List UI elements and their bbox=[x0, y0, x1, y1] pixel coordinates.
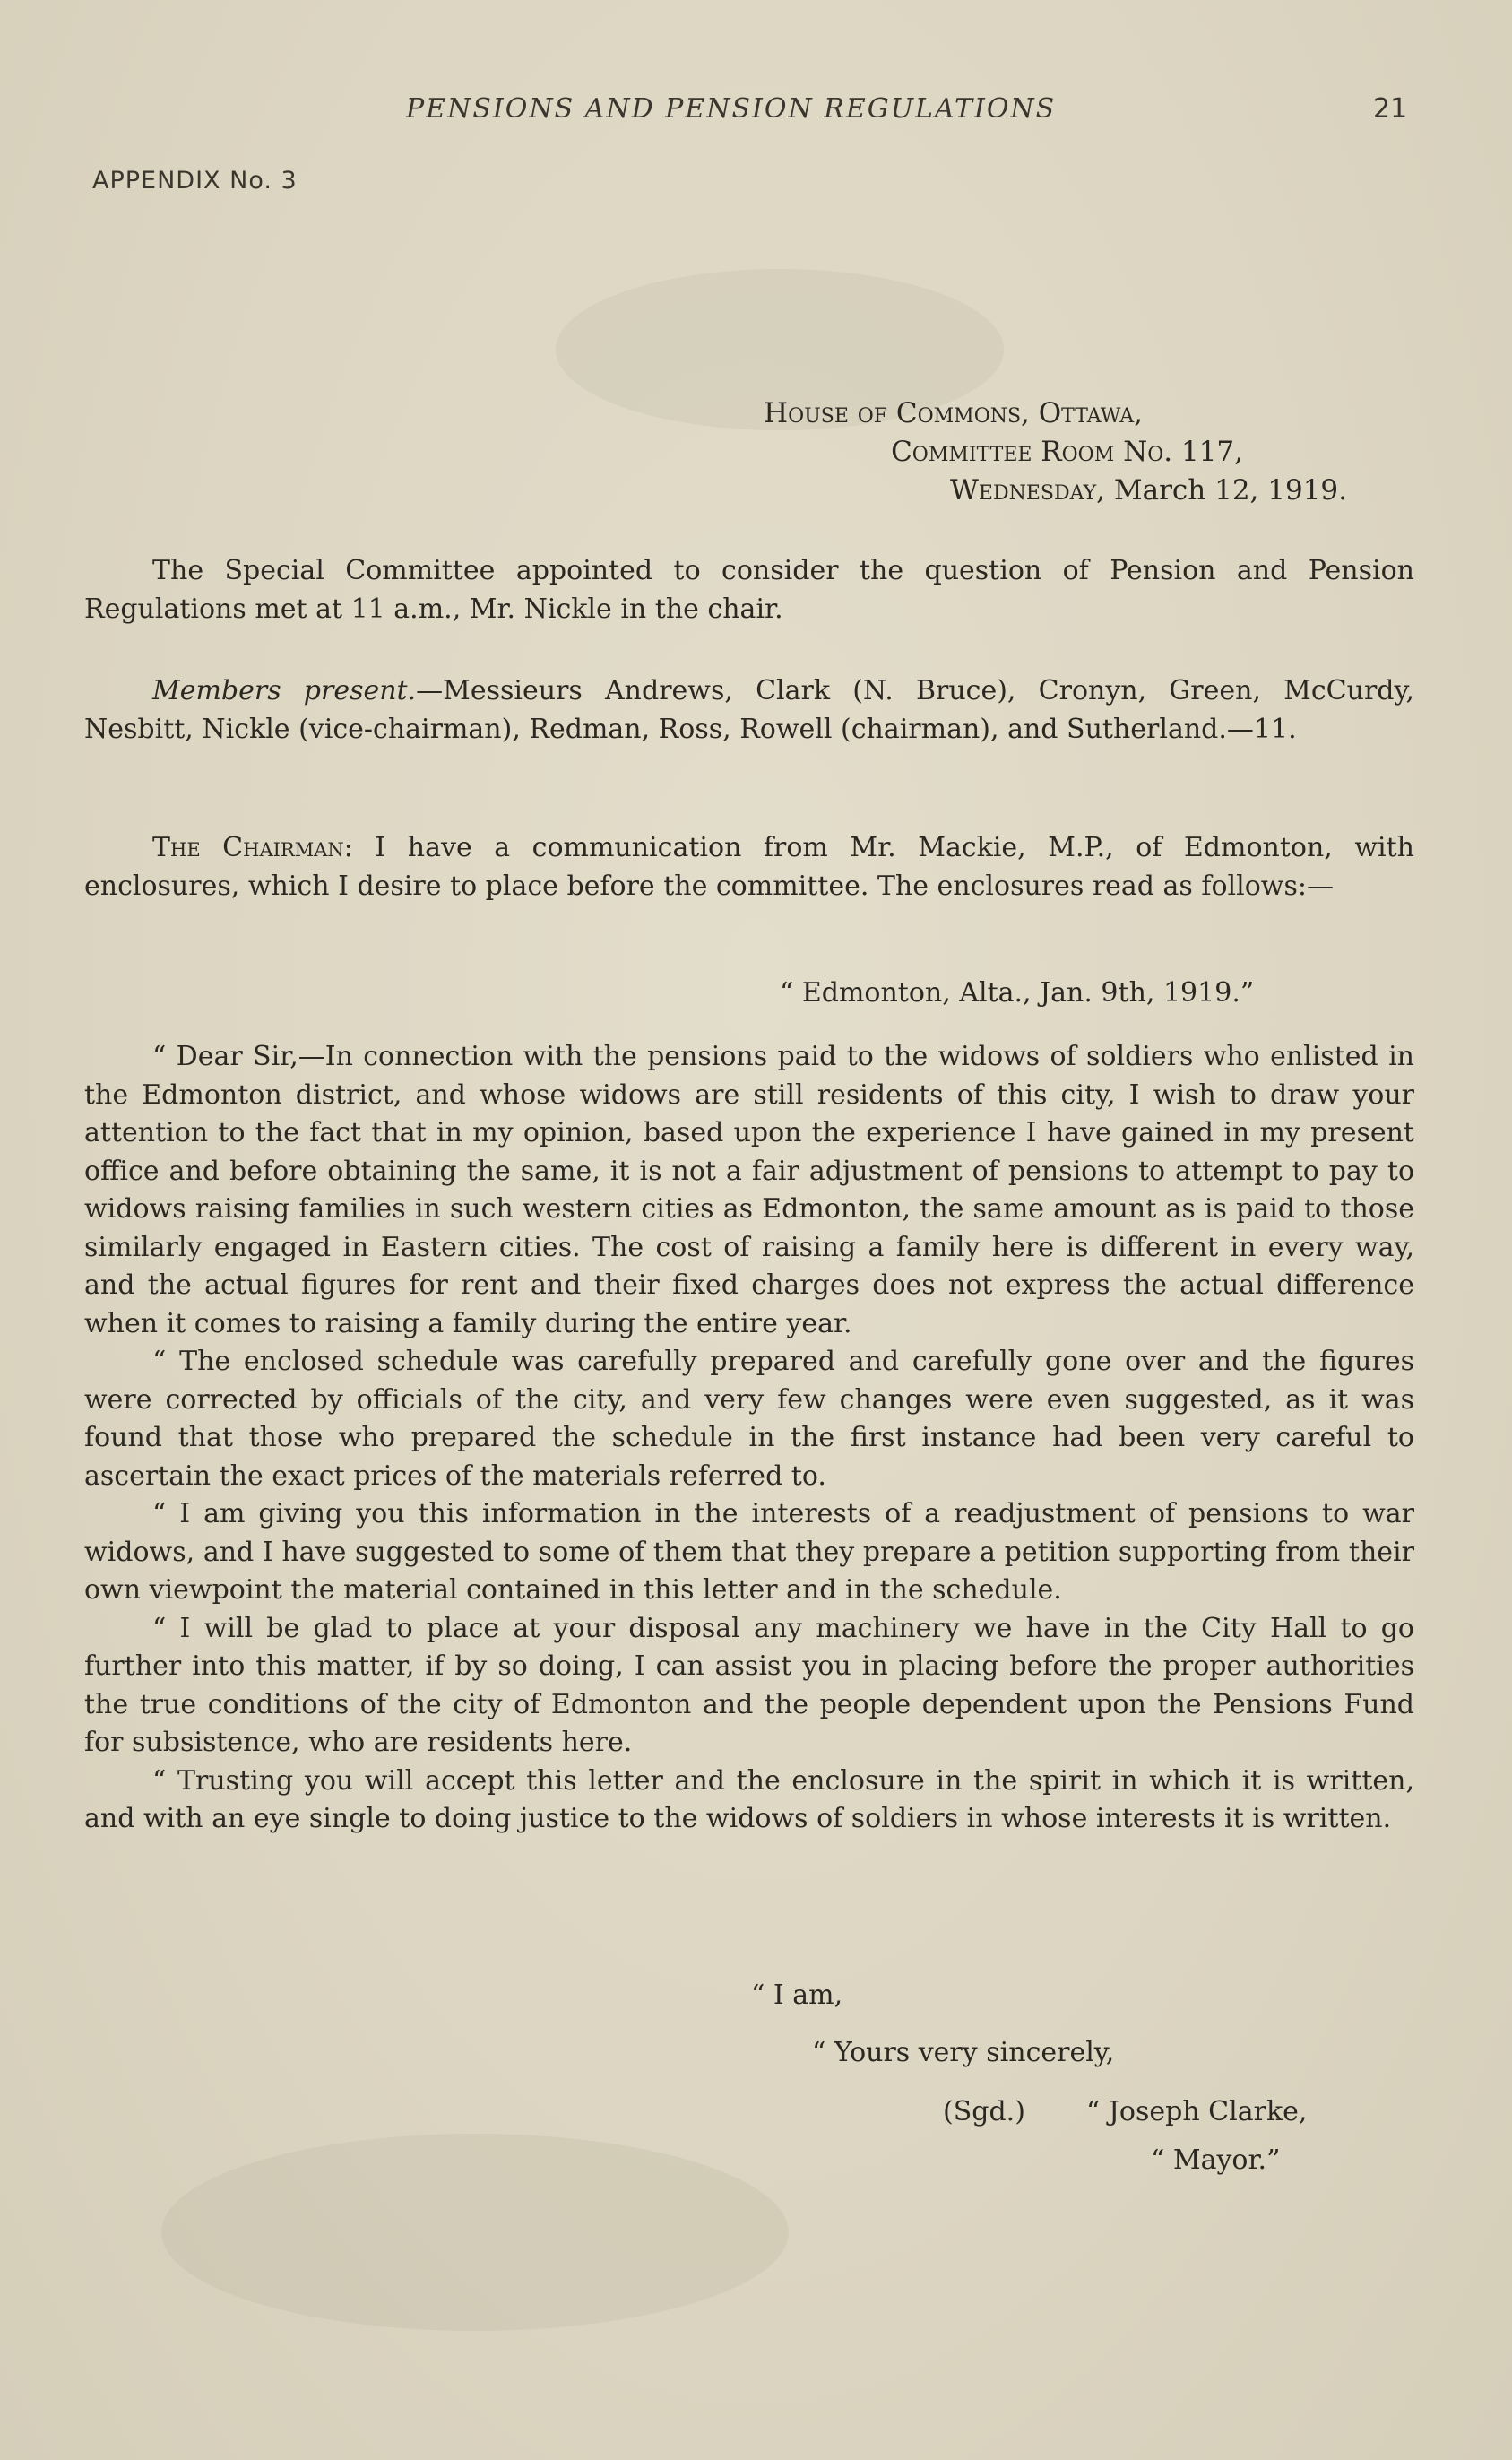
letter-paragraph: “ I will be glad to place at your disposal any machinery we have in the City Hall to go further into this matter, if by so doing, I can assist you in placing before the proper authorities the true conditions of the city of Edmonton and the people dependent upon the Pensions Fund for subsistence, who are residents here. bbox=[84, 1612, 1414, 1758]
intro-paragraph bbox=[84, 552, 1414, 628]
members-label: Members present. bbox=[152, 675, 417, 706]
chairman-statement: : I have a communication from Mr. Mackie, M.P., of Edmonton, with enclosures, which I desire to place before the committee. The enclosures read as follows:— bbox=[84, 832, 1414, 902]
chairman-paragraph bbox=[84, 829, 1414, 905]
address-date: March 12, 1919. bbox=[1113, 474, 1347, 507]
signer-title: “ Mayor.” bbox=[1151, 2144, 1281, 2176]
members-list: —Messieurs Andrews, Clark (N. Bruce), Cronyn, Green, McCurdy, Nesbitt, Nickle (vice-chairman), Redman, Ross, Rowell (chairman), and Sutherland.—11. bbox=[84, 675, 1414, 745]
letter-paragraph: “ I am giving you this information in the interests of a readjustment of pensions to war widows, and I have suggested to some of them that they prepare a petition supporting from their own viewpoint the material contained in this letter and in the schedule. bbox=[84, 1498, 1414, 1606]
letter-body bbox=[84, 1038, 1414, 1839]
letter-paragraph: “ The enclosed schedule was carefully prepared and carefully gone over and the figures were corrected by officials of the city, and very few changes were even suggested, as it was found that those who prepared the schedule in the first instance had been very careful to ascertain the exact prices of the materials referred to. bbox=[84, 1346, 1414, 1492]
members-text bbox=[84, 672, 1414, 749]
signed-marker: (Sgd.) bbox=[943, 2096, 1025, 2127]
address-day: Wednesday, bbox=[950, 474, 1106, 507]
members-paragraph bbox=[84, 672, 1414, 749]
closing-yours: “ Yours very sincerely, bbox=[812, 2037, 1115, 2068]
signer-name: “ Joseph Clarke, bbox=[1086, 2096, 1308, 2127]
intro-text: The Special Committee appointed to consider the question of Pension and Pension Regulations met at 11 a.m., Mr. Nickle in the chair. bbox=[84, 555, 1414, 625]
address-line-room: Committee Room No. 117, bbox=[891, 436, 1243, 468]
chairman-label: The Chairman bbox=[152, 832, 344, 863]
letter-paragraph: “ Trusting you will accept this letter and the enclosure in the spirit in which it is written, and with an eye single to doing justice to the widows of soldiers in whose interests it is written. bbox=[84, 1764, 1414, 1834]
running-header bbox=[0, 93, 1512, 133]
closing-i-am: “ I am, bbox=[751, 1979, 843, 2011]
address-line-house: House of Commons, Ottawa, bbox=[764, 397, 1143, 429]
address-line-date bbox=[764, 472, 1347, 510]
letter-date: “ Edmonton, Alta., Jan. 9th, 1919.” bbox=[780, 977, 1255, 1009]
page-number: 21 bbox=[1373, 93, 1408, 125]
letter-paragraph: “ Dear Sir,—In connection with the pensions paid to the widows of soldiers who enlisted in the Edmonton district, and whose widows are still residents of this city, I wish to draw your attention to the fact that in my opinion, based upon the experience I have gained in my present office and before obtaining the same, it is not a fair adjustment of pensions to attempt to pay to widows raising families in such western cities as Edmonton, the same amount as is paid to those similarly engaged in Eastern cities. The cost of raising a family here is different in every way, and the actual figures for rent and their fixed charges does not express the actual difference when it comes to raising a family during the entire year. bbox=[84, 1041, 1414, 1339]
chairman-text bbox=[84, 829, 1414, 905]
appendix-label: APPENDIX No. 3 bbox=[92, 167, 298, 195]
paper-stain bbox=[161, 2134, 789, 2331]
running-title: PENSIONS AND PENSION REGULATIONS bbox=[406, 93, 1057, 125]
meeting-address bbox=[764, 394, 1347, 510]
